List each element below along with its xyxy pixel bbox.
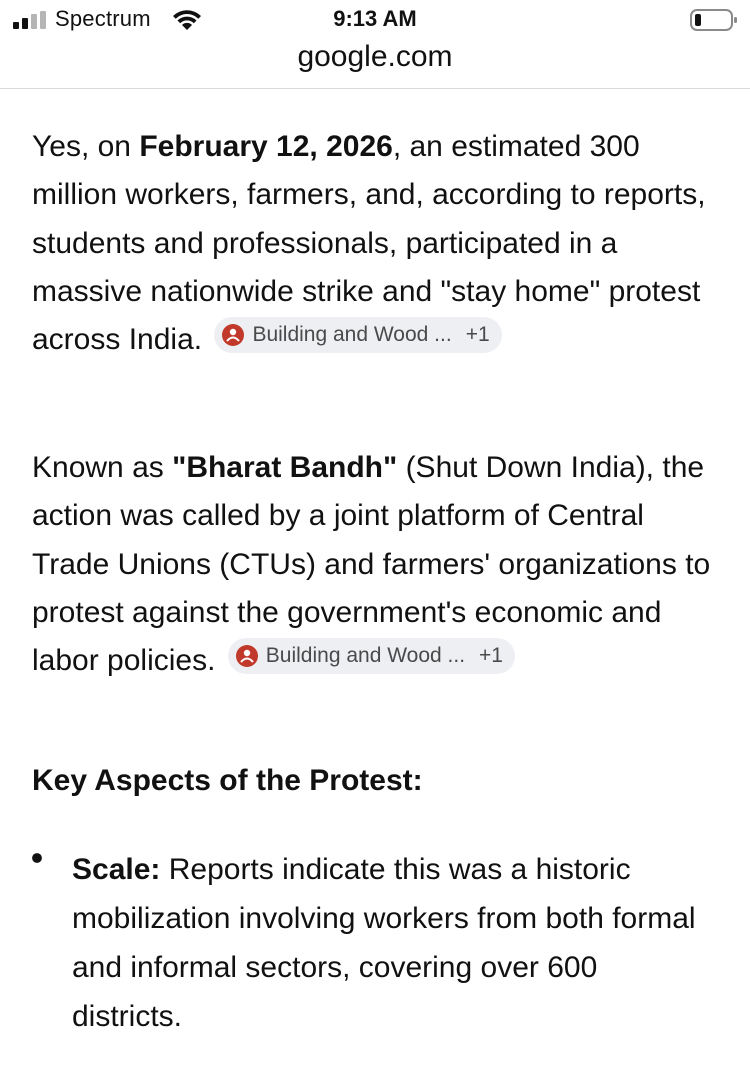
- bullet-text: Reports indicate this was a historic mobilization involving workers from both formal and informal sectors, covering over 600 districts.: [72, 853, 696, 1033]
- source-chip-label: Building and Wood ...: [265, 644, 466, 668]
- p1-date-bold: February 12, 2026: [139, 130, 393, 163]
- p2-text-post: (Shut Down India), the action was called by a joint platform of Central Trade Unions (CTUs) and farmers' organizations to protest against the government's economic and labor policies.: [32, 451, 711, 678]
- browser-address-bar[interactable]: [0, 38, 750, 89]
- source-chip-count: +1: [465, 323, 490, 347]
- p2-text-pre: Known as: [32, 451, 173, 484]
- source-favicon-icon: [222, 324, 244, 346]
- carrier-name: Spectrum: [55, 6, 151, 31]
- bullet-label: Scale:: [72, 853, 161, 886]
- source-favicon-icon: [236, 645, 258, 667]
- source-chip-label: Building and Wood ...: [252, 323, 452, 347]
- source-chip-count: +1: [479, 644, 503, 668]
- p2-term-bold: "Bharat Bandh": [172, 451, 398, 484]
- paragraph-1: [32, 123, 722, 364]
- status-bar: [0, 0, 750, 40]
- source-chip-1[interactable]: [214, 317, 501, 353]
- battery-low-icon: [690, 8, 738, 32]
- url-text[interactable]: google.com: [297, 40, 453, 73]
- section-heading: Key Aspects of the Protest:: [32, 764, 423, 797]
- article-content: [0, 90, 750, 1070]
- p1-text-pre: Yes, on: [32, 130, 140, 163]
- bullet-dot: [32, 853, 42, 863]
- status-time: 9:13 AM: [333, 6, 417, 31]
- p1-text-post: , an estimated 300 million workers, farmers, and, according to reports, students and professionals, participated in a massive nationwide strike and "stay home" protest across India.: [32, 130, 706, 357]
- paragraph-2: [32, 444, 722, 685]
- source-chip-2[interactable]: [228, 638, 515, 674]
- list-item: [72, 845, 712, 1041]
